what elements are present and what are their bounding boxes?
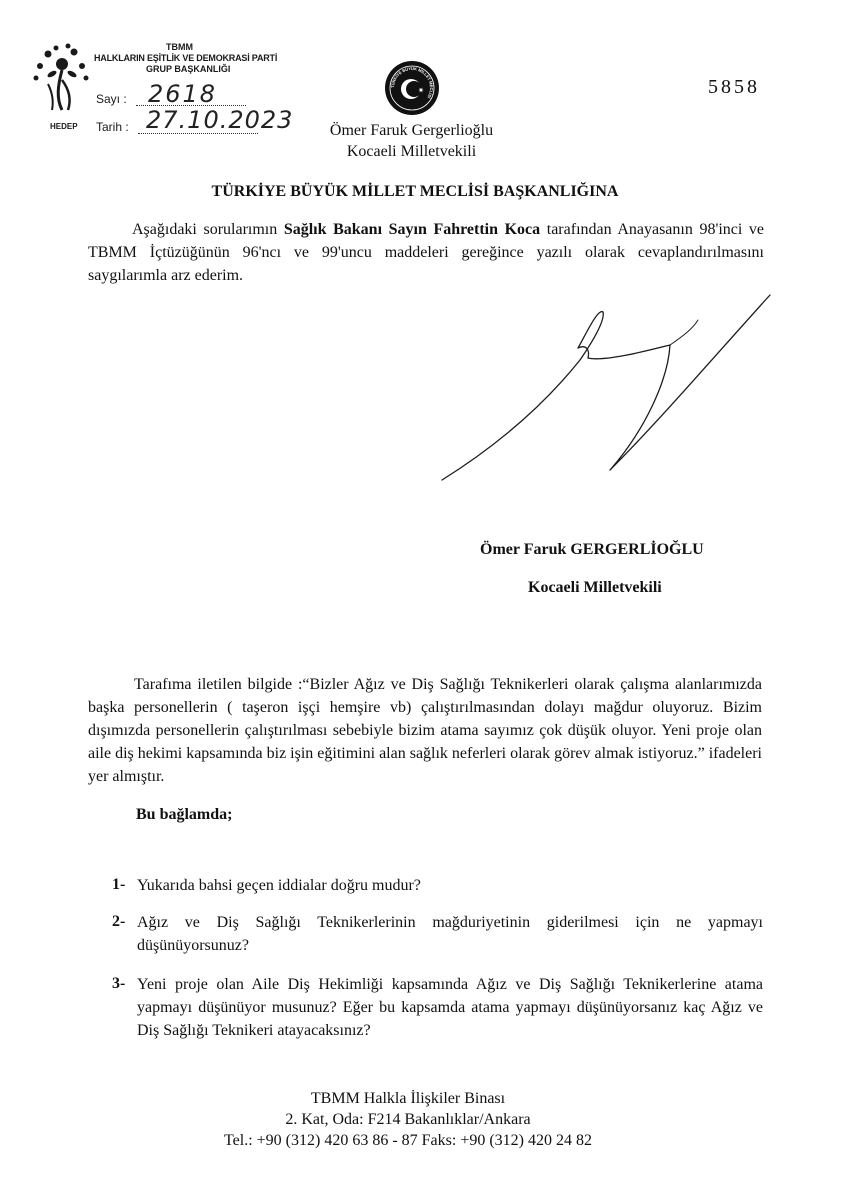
stamp-sayi-label: Sayı : — [96, 92, 127, 106]
question-text: Ağız ve Diş Sağlığı Teknikerlerinin mağduriyetinin giderilmesi için ne yapmayı düşünüyorsunuz? — [137, 914, 763, 954]
footer-address-2: 2. Kat, Oda: F214 Bakanlıklar/Ankara — [285, 1111, 531, 1128]
stamp-tarih-value: 27.10.2023 — [146, 106, 294, 134]
seal-ring-text — [384, 60, 440, 116]
question-text: Yukarıda bahsi geçen iddialar doğru mudur? — [137, 877, 421, 894]
sender-title: Kocaeli Milletvekili — [346, 143, 477, 160]
intro-part1: Aşağıdaki sorularımın — [132, 221, 284, 238]
question-number: 2- — [112, 913, 126, 930]
intro-paragraph — [88, 218, 764, 287]
party-stamp — [28, 40, 294, 135]
tbmm-seal — [384, 60, 440, 116]
document-number: 5858 — [708, 76, 760, 98]
stamp-tbmm: TBMM — [166, 42, 193, 52]
question-number: 1- — [112, 876, 126, 893]
stamp-sayi-value: 2618 — [148, 80, 218, 108]
seal-text: TÜRKİYE BÜYÜK MİLLET MECLİSİ — [389, 65, 435, 100]
signature-name: Ömer Faruk GERGERLİOĞLU — [480, 541, 704, 558]
stamp-group: GRUP BAŞKANLIĞI — [146, 64, 231, 74]
handwritten-signature — [430, 290, 775, 500]
question-text: Yeni proje olan Aile Diş Hekimliği kapsamında Ağız ve Diş Sağlığı Teknikerlerine atama yapmayı düşünüyor musunuz? Eğer bu kapsamda atama yapmayı düşünüyorsanız kaç Ağız ve Diş Sağlığı Teknikeri atayacaksınız? — [137, 976, 763, 1039]
stamp-tarih-label: Tarih : — [96, 120, 129, 134]
context-label: Bu bağlamda; — [136, 806, 233, 823]
footer-contact: Tel.: +90 (312) 420 63 86 - 87 Faks: +90 (312) 420 24 82 — [223, 1132, 592, 1149]
question-number: 3- — [112, 975, 126, 992]
sender-name: Ömer Faruk Gergerlioğlu — [329, 122, 494, 139]
document-heading: TÜRKİYE BÜYÜK MİLLET MECLİSİ BAŞKANLIĞINA — [211, 183, 619, 200]
intro-part2: tarafından Anayasanın 98'inci ve TBMM İçtüzüğünün 96'ncı ve 99'uncu maddeleri gereğince yazılı olarak cevaplandırılmasını saygılarımla arz ederim. — [88, 221, 765, 284]
body-paragraph: Tarafıma iletilen bilgide :“Bizler Ağız ve Diş Sağlığı Teknikerleri olarak çalışma alanlarımızda başka personellerin ( taşeron işçi hemşire vb) çalıştırılmasından dolayı mağdur oluyoruz. Bizim dışımızda personellerin çalıştırılması sebebiyle bizim atama sayımız çok düşük oluyor. Yeni proje olan aile diş hekimi kapsamında biz işin eğitimini alan sağlık neferleri olarak görev almak istiyoruz.” ifadeleri yer almıştır. — [88, 676, 762, 785]
stamp-party-abbr: HEDEP — [50, 122, 78, 131]
party-logo-icon — [28, 40, 94, 120]
stamp-party-name: HALKLARIN EŞİTLİK VE DEMOKRASİ PARTİ — [94, 53, 278, 63]
svg-text:TÜRKİYE BÜYÜK MİLLET MECLİSİ — [390, 66, 434, 99]
signature-title: Kocaeli Milletvekili — [528, 579, 662, 596]
footer-address-1: TBMM Halkla İlişkiler Binası — [310, 1090, 506, 1107]
intro-minister: Sağlık Bakanı Sayın Fahrettin Koca — [283, 221, 541, 238]
